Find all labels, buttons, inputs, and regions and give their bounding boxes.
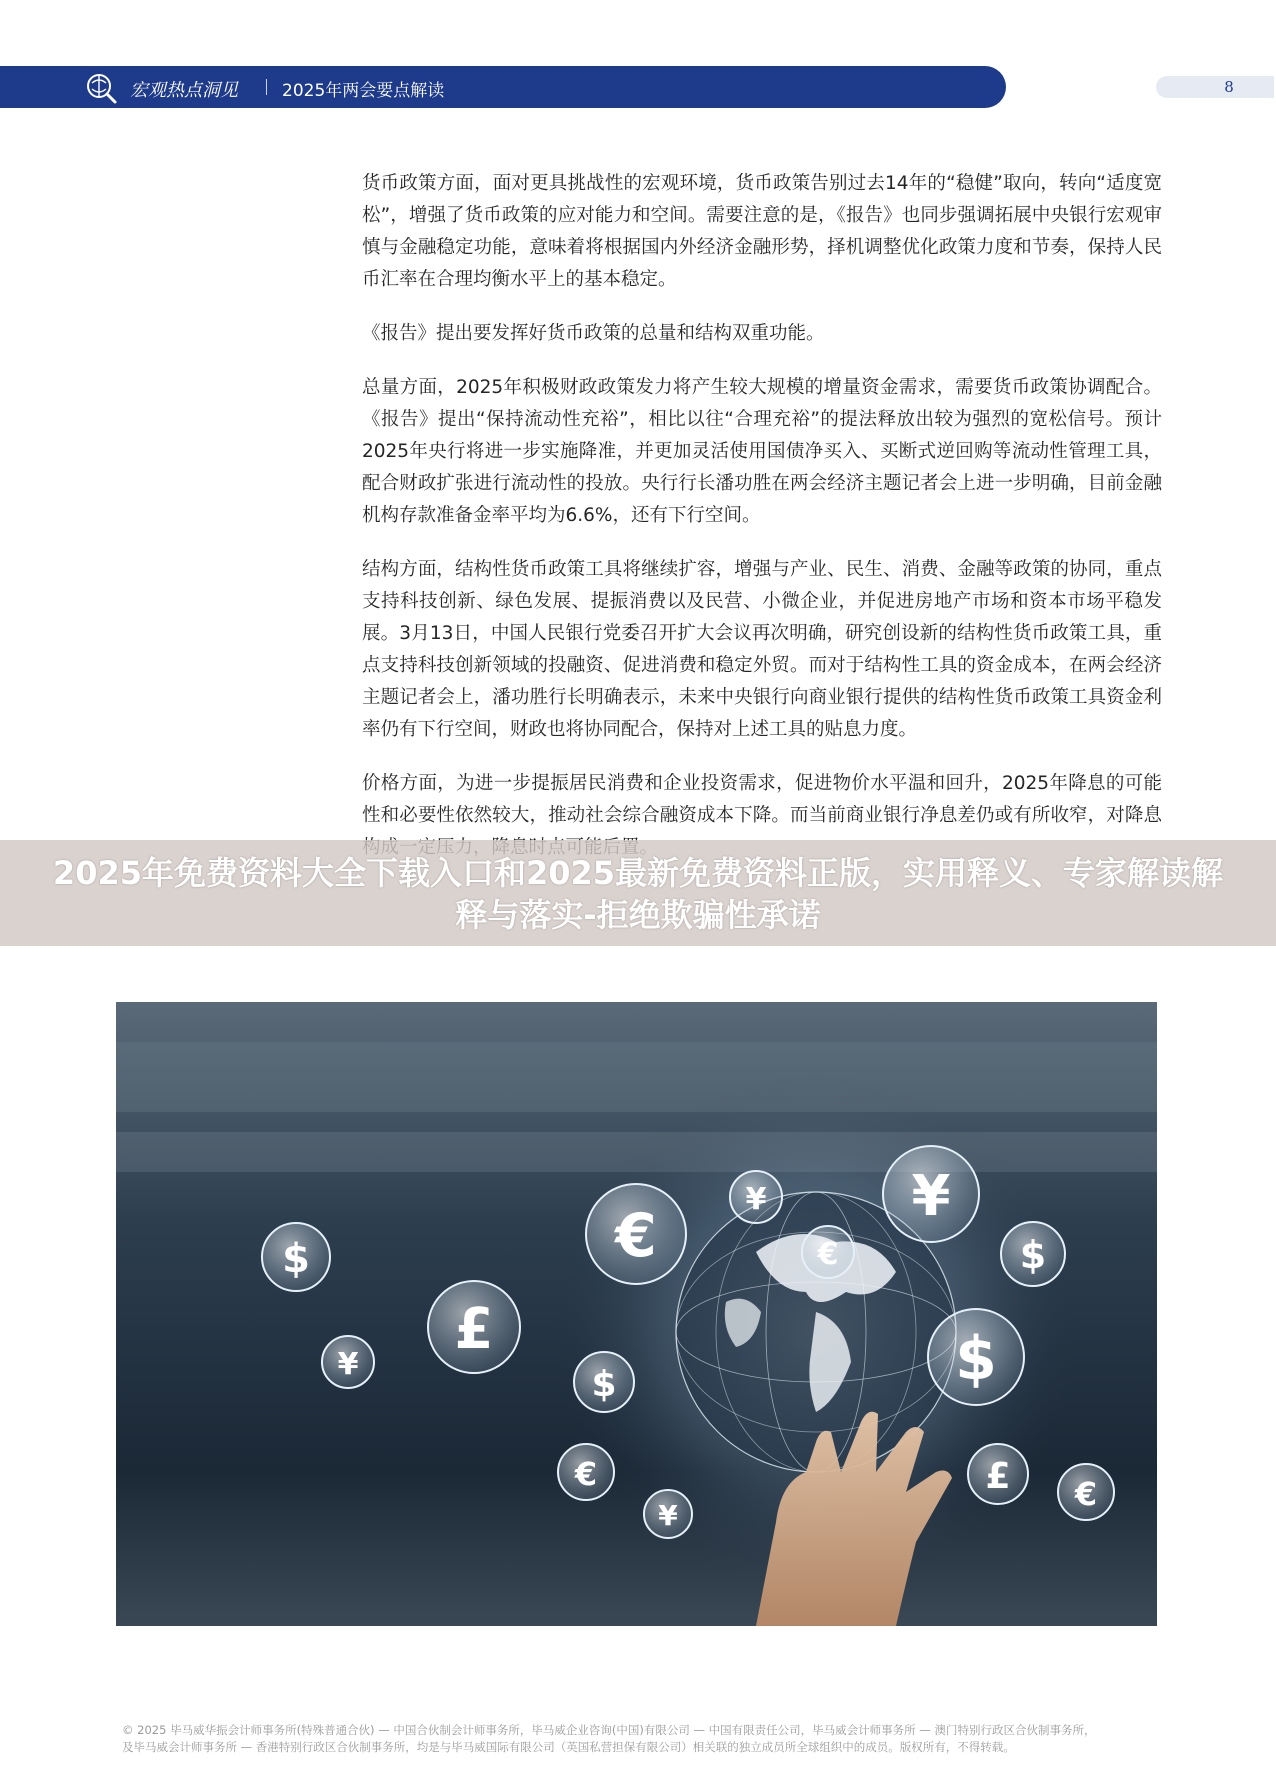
page-number-pill xyxy=(1156,76,1274,98)
dollar-symbol-icon xyxy=(928,1309,1024,1405)
svg-text:€: € xyxy=(574,1455,598,1493)
pound-symbol-icon xyxy=(428,1281,520,1373)
footer-legal-line-1: © 2025 毕马威华振会计师事务所(特殊普通合伙) — 中国合伙制会计师事务所，毕马威企业咨询(中国)有限公司 — 中国有限责任公司，毕马威会计师事务所 — 澳门特别行政区合伙制事务所， xyxy=(122,1723,1096,1737)
svg-text:$: $ xyxy=(591,1364,617,1405)
svg-text:€: € xyxy=(1074,1475,1098,1513)
yen-symbol-icon xyxy=(322,1336,374,1388)
yen-symbol-icon xyxy=(644,1490,692,1538)
hero-image xyxy=(116,1002,1157,1626)
yen-symbol-icon xyxy=(730,1171,782,1223)
header-divider xyxy=(266,79,267,95)
paragraph-monetary-policy: 货币政策方面，面对更具挑战性的宏观环境，货币政策告别过去14年的“稳健”取向，转向“适度宽松”，增强了货币政策的应对能力和空间。需要注意的是，《报告》也同步强调拓展中央银行宏观审慎与金融稳定功能，意味着将根据国内外经济金融形势，择机调整优化政策力度和节奏，保持人民币汇率在合理均衡水平上的基本稳定。 xyxy=(362,173,1162,290)
yen-symbol-icon xyxy=(883,1146,979,1242)
dollar-symbol-icon xyxy=(1001,1222,1065,1286)
dollar-symbol-icon xyxy=(262,1223,330,1291)
footer-legal-line-2: 及毕马威会计师事务所 — 香港特别行政区合伙制事务所，均是与毕马威国际有限公司（英国私营担保有限公司）相关联的独立成员所全球组织中的成员。版权所有，不得转载。 xyxy=(122,1740,1015,1754)
pound-symbol-icon xyxy=(968,1444,1028,1504)
paragraph-dual-function: 《报告》提出要发挥好货币政策的总量和结构双重功能。 xyxy=(362,323,825,344)
svg-text:€: € xyxy=(817,1237,839,1272)
paragraph-aggregate: 总量方面，2025年积极财政政策发力将产生较大规模的增量资金需求，需要货币政策协调配合。《报告》提出“保持流动性充裕”，相比以往“合理充裕”的提法释放出较为强烈的宽松信号。预计2025年央行将进一步实施降准，并更加灵活使用国债净买入、买断式逆回购等流动性管理工具，配合财政扩张进行流动性的投放。央行行长潘功胜在两会经济主题记者会上进一步明确，目前金融机构存款准备金率平均为6.6%，还有下行空间。 xyxy=(362,377,1162,526)
svg-text:¥: ¥ xyxy=(745,1182,767,1217)
svg-text:$: $ xyxy=(955,1324,997,1394)
report-title: 2025年两会要点解读 xyxy=(282,81,445,101)
header-bar xyxy=(0,66,1006,108)
article-body xyxy=(362,168,1162,886)
paragraph-pricing: 价格方面，为进一步提振居民消费和企业投资需求，促进物价水平温和回升，2025年降息的可能性和必要性依然较大，推动社会综合融资成本下降。而当前商业银行净息差仍或有所收窄，对降息 xyxy=(362,773,1162,826)
euro-symbol-icon xyxy=(558,1444,614,1500)
dollar-symbol-icon xyxy=(574,1352,634,1412)
footer-legal xyxy=(122,1722,1162,1756)
page-number: 8 xyxy=(1224,78,1234,96)
euro-symbol-icon xyxy=(802,1226,854,1278)
svg-text:€: € xyxy=(615,1201,657,1271)
euro-symbol-icon xyxy=(586,1184,686,1284)
overlay-banner xyxy=(0,840,1276,946)
svg-text:¥: ¥ xyxy=(658,1499,678,1532)
svg-text:¥: ¥ xyxy=(911,1164,951,1229)
svg-text:$: $ xyxy=(1019,1233,1047,1277)
svg-text:£: £ xyxy=(985,1456,1011,1497)
svg-text:$: $ xyxy=(282,1236,310,1282)
magnifier-globe-icon xyxy=(84,71,118,105)
euro-symbol-icon xyxy=(1058,1464,1114,1520)
paragraph-structural: 结构方面，结构性货币政策工具将继续扩容，增强与产业、民生、消费、金融等政策的协同，重点支持科技创新、绿色发展、提振消费以及民营、小微企业，并促进房地产市场和资本市场平稳发展。3月13日，中国人民银行党委召开扩大会议再次明确，研究创设新的结构性货币政策工具，重点支持科技创新领域的投融资、促进消费和稳定外贸。而对于结构性工具的资金成本，在两会经济主题记者会上，潘功胜行长明确表示，未来中央银行向商业银行提供的结构性货币政策工具资金利率仍有下行空间，财政也将协同配合，保持对上述工具的贴息力度。 xyxy=(362,559,1162,740)
overlay-headline: 2025年免费资料大全下载入口和2025最新免费资料正版，实用释义、专家解读解释与落实-拒绝欺骗性承诺 xyxy=(52,854,1224,934)
svg-text:¥: ¥ xyxy=(337,1347,359,1382)
series-title: 宏观热点洞见 xyxy=(130,80,238,101)
svg-text:£: £ xyxy=(454,1297,494,1362)
